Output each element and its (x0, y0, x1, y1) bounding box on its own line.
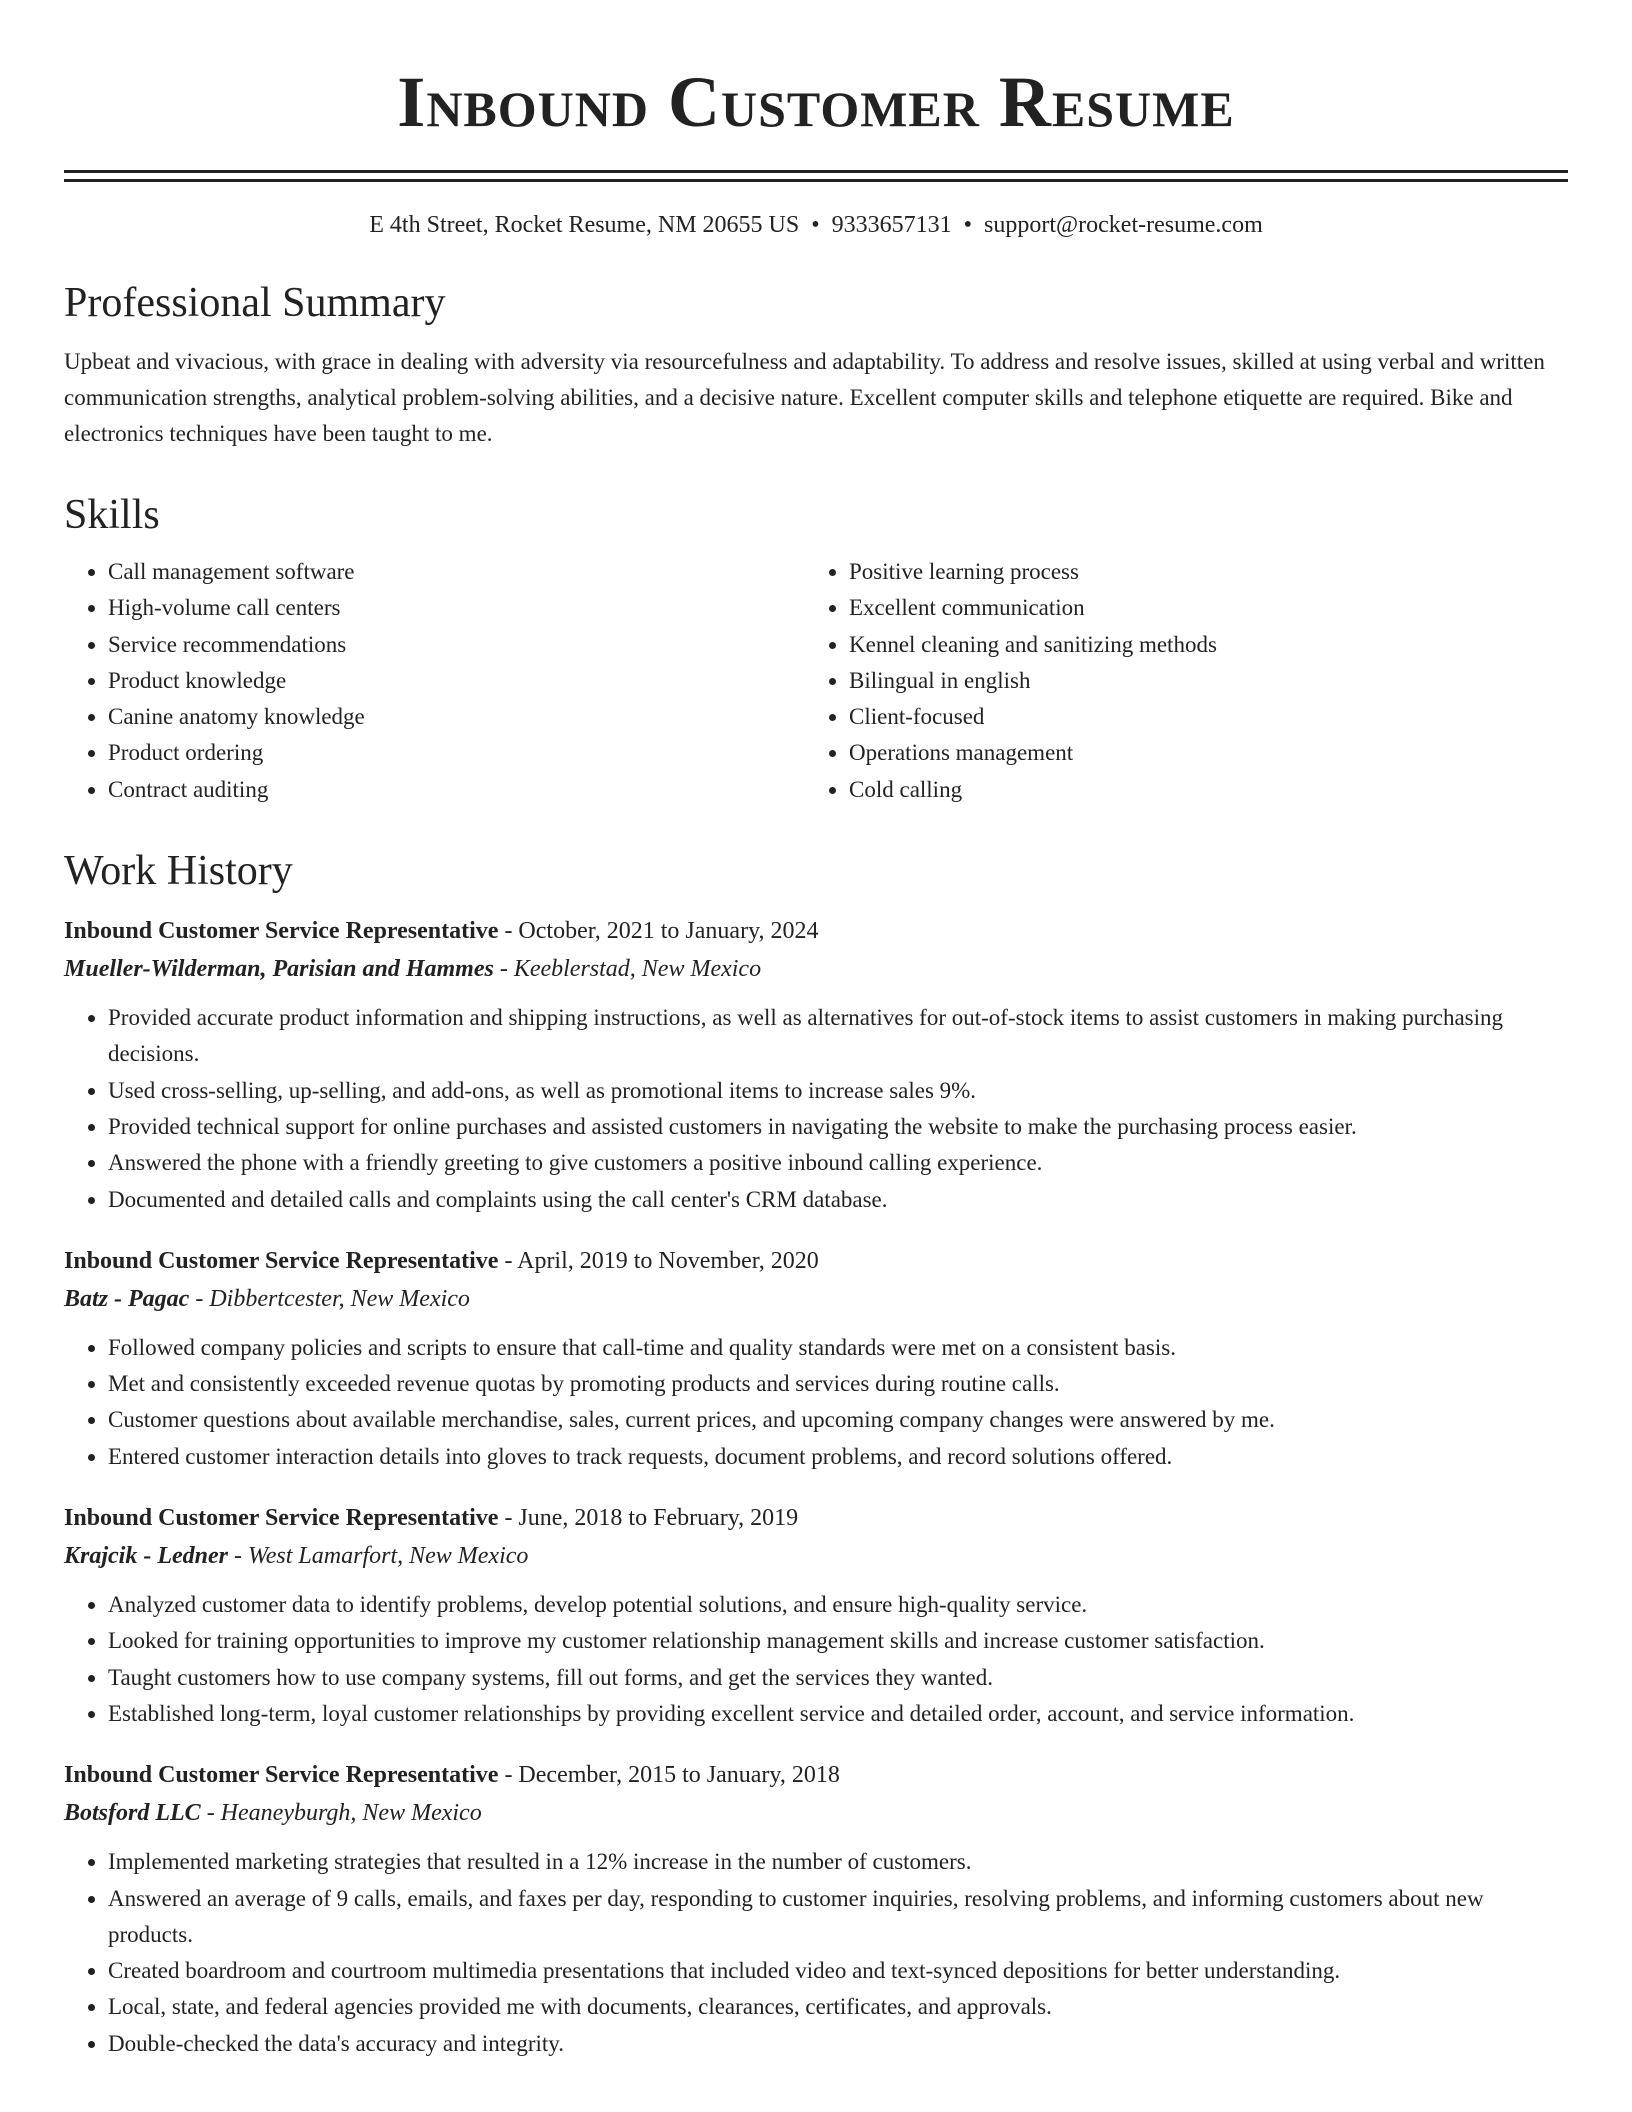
job-bullet: • Used cross-selling, up-selling, and add-ons, as well as promotional items to increase sales 9%. (108, 1073, 1568, 1109)
job-title-line (64, 912, 1568, 950)
resume-title: Inbound Customer Resume (397, 62, 1235, 142)
job-bullets (64, 1000, 1568, 1218)
summary-heading: Professional Summary (64, 280, 446, 326)
job-title: Inbound Customer Service Representative (64, 1247, 499, 1274)
contact-email: support@rocket-resume.com (984, 212, 1263, 238)
title-rule-bottom (64, 179, 1568, 182)
job-company-line (64, 1537, 1568, 1575)
job-bullet: • Taught customers how to use company systems, fill out forms, and get the services they wanted. (108, 1660, 1568, 1696)
skills-list-left (64, 554, 805, 808)
title-rule-top (64, 170, 1568, 173)
contact-phone: 9333657131 (831, 212, 952, 238)
skill-item: • Canine anatomy knowledge (108, 699, 805, 735)
skill-item: • Bilingual in english (849, 663, 1546, 699)
job-bullet: • Customer questions about available merchandise, sales, current prices, and upcoming company changes were answered by me. (108, 1402, 1568, 1438)
skills-list-right (805, 554, 1546, 808)
job-dates: - December, 2015 to January, 2018 (498, 1762, 840, 1789)
job-title: Inbound Customer Service Representative (64, 1762, 499, 1789)
job-bullets (64, 1587, 1568, 1732)
job-bullet: • Local, state, and federal agencies provided me with documents, clearances, certificates, and approvals. (108, 1989, 1568, 2025)
job-bullet: • Entered customer interaction details into gloves to track requests, document problems, and record solutions offered. (108, 1439, 1568, 1475)
job-company-line (64, 950, 1568, 988)
job-company: Krajcik - Ledner (64, 1543, 228, 1570)
skill-item: • Positive learning process (849, 554, 1546, 590)
job-bullets (64, 1330, 1568, 1475)
job-title: Inbound Customer Service Representative (64, 918, 499, 945)
job-location: - West Lamarfort, New Mexico (227, 1543, 529, 1570)
job-location: - Keeblerstad, New Mexico (493, 956, 762, 983)
job-location: - Heaneyburgh, New Mexico (200, 1800, 482, 1827)
job-bullet: • Established long-term, loyal customer relationships by providing excellent service and detailed order, account, and service information. (108, 1696, 1568, 1732)
skills-columns (64, 554, 1568, 808)
job-bullet: • Provided accurate product information and shipping instructions, as well as alternatives for out-of-stock items to assist customers in making purchasing decisions. (108, 1000, 1568, 1073)
skill-item: • Excellent communication (849, 590, 1546, 626)
job-entry (64, 1756, 1568, 2062)
job-title: Inbound Customer Service Representative (64, 1505, 499, 1532)
job-bullet: • Double-checked the data's accuracy and integrity. (108, 2026, 1568, 2062)
job-company: Batz - Pagac (64, 1285, 190, 1312)
job-entry (64, 1499, 1568, 1732)
job-bullet: • Looked for training opportunities to improve my customer relationship management skills and increase customer satisfaction. (108, 1623, 1568, 1659)
job-bullet: • Met and consistently exceeded revenue quotas by promoting products and services during routine calls. (108, 1366, 1568, 1402)
skill-item: • Operations management (849, 735, 1546, 771)
skill-item: • Kennel cleaning and sanitizing methods (849, 627, 1546, 663)
job-bullet: • Created boardroom and courtroom multimedia presentations that included video and text-synced depositions for better understanding. (108, 1953, 1568, 1989)
job-title-line (64, 1242, 1568, 1280)
job-bullets (64, 1844, 1568, 2062)
job-bullet: • Documented and detailed calls and complaints using the call center's CRM database. (108, 1182, 1568, 1218)
job-entry (64, 1242, 1568, 1475)
contact-separator: • (963, 212, 973, 238)
job-dates: - April, 2019 to November, 2020 (498, 1247, 819, 1274)
skill-item: • High-volume call centers (108, 590, 805, 626)
skill-item: • Product knowledge (108, 663, 805, 699)
job-dates: - October, 2021 to January, 2024 (498, 918, 819, 945)
work-history-list (64, 912, 1568, 2062)
job-bullet: • Implemented marketing strategies that resulted in a 12% increase in the number of customers. (108, 1844, 1568, 1880)
job-bullet: • Answered an average of 9 calls, emails, and faxes per day, responding to customer inquiries, resolving problems, and informing customers about new products. (108, 1881, 1568, 1954)
job-company: Mueller-Wilderman, Parisian and Hammes (64, 956, 494, 983)
job-title-line (64, 1499, 1568, 1537)
job-entry (64, 912, 1568, 1218)
job-location: - Dibbertcester, New Mexico (189, 1285, 470, 1312)
contact-address: E 4th Street, Rocket Resume, NM 20655 US (369, 212, 800, 238)
skills-heading: Skills (64, 492, 160, 538)
skill-item: • Client-focused (849, 699, 1546, 735)
job-company: Botsford LLC (64, 1800, 201, 1827)
skill-item: • Contract auditing (108, 772, 805, 808)
skill-item: • Service recommendations (108, 627, 805, 663)
job-company-line (64, 1280, 1568, 1318)
job-bullet: • Followed company policies and scripts to ensure that call-time and quality standards were met on a consistent basis. (108, 1330, 1568, 1366)
contact-separator: • (811, 212, 820, 238)
skill-item: • Product ordering (108, 735, 805, 771)
title-double-rule (64, 170, 1568, 182)
skill-item: • Call management software (108, 554, 805, 590)
job-bullet: • Analyzed customer data to identify problems, develop potential solutions, and ensure high-quality service. (108, 1587, 1568, 1623)
contact-line (64, 210, 1568, 240)
job-bullet: • Provided technical support for online purchases and assisted customers in navigating the website to make the purchasing process easier. (108, 1109, 1568, 1145)
work-history-heading: Work History (64, 848, 293, 895)
job-company-line (64, 1794, 1568, 1832)
job-title-line (64, 1756, 1568, 1794)
job-dates: - June, 2018 to February, 2019 (498, 1505, 799, 1532)
job-bullet: • Answered the phone with a friendly greeting to give customers a positive inbound calling experience. (108, 1145, 1568, 1181)
skill-item: • Cold calling (849, 772, 1546, 808)
summary-text: Upbeat and vivacious, with grace in dealing with adversity via resourcefulness and adaptability. To address and resolve issues, skilled at using verbal and written communication strengths, analytical problem-solving abilities, and a decisive nature. Excellent computer skills and telephone etiquette are required. Bike and electronics techniques have been taught to me. (64, 349, 1545, 446)
